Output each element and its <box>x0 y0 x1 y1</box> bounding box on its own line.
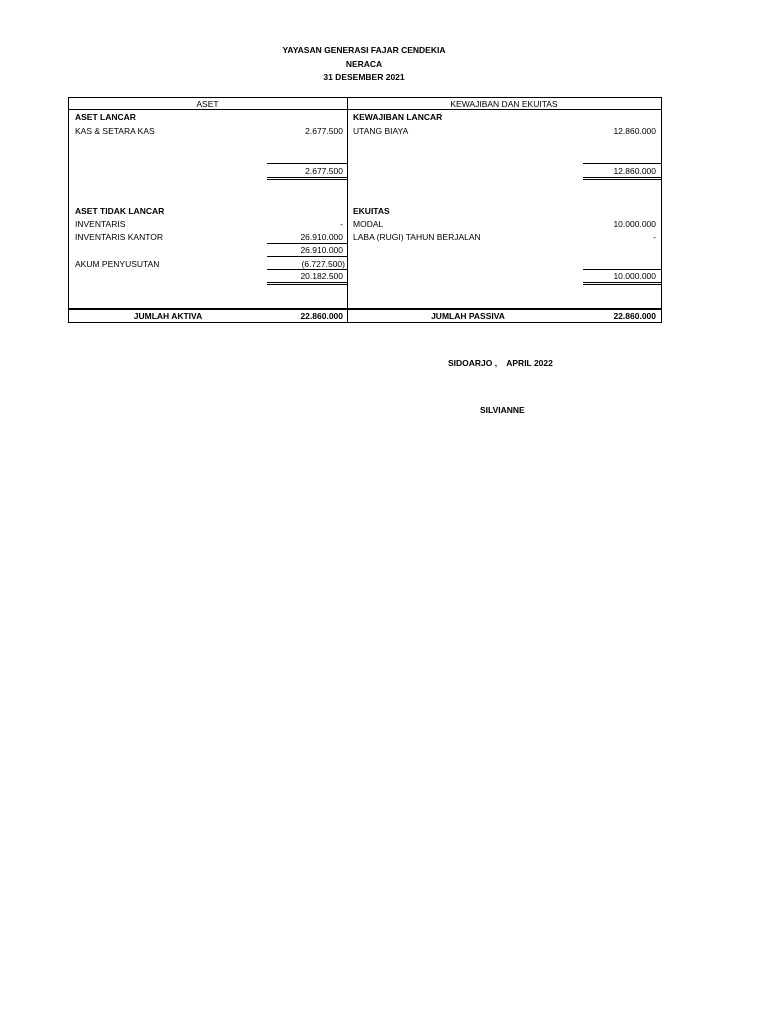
aset-heading: ASET <box>196 99 219 109</box>
jumlah-aktiva-label: JUMLAH AKTIVA <box>133 311 203 321</box>
inventaris-kantor-label: INVENTARIS KANTOR <box>75 232 164 242</box>
inventaris-label: INVENTARIS <box>75 219 126 229</box>
kewajiban-lancar-subtotal: 12.860.000 <box>613 166 656 176</box>
aset-tidak-lancar-title: ASET TIDAK LANCAR <box>75 206 165 216</box>
subtotal-double-rule <box>267 177 347 178</box>
ekuitas-title: EKUITAS <box>353 206 390 216</box>
utang-biaya-value: 12.860.000 <box>613 126 656 136</box>
subtotal-double-rule <box>267 282 347 283</box>
subtotal-rule <box>267 243 347 244</box>
report-title: NERACA <box>345 59 383 69</box>
signatory-name: SILVIANNE <box>480 405 525 415</box>
subtotal-rule <box>267 256 347 257</box>
laba-rugi-value: - <box>653 232 656 242</box>
table-top-border <box>68 97 662 98</box>
header-bottom-border <box>68 109 662 110</box>
laba-rugi-label: LABA (RUGI) TAHUN BERJALAN <box>353 232 481 242</box>
akum-penyusutan-label: AKUM PENYUSUTAN <box>75 259 160 269</box>
subtotal-double-rule <box>583 284 661 285</box>
kewajiban-lancar-title: KEWAJIBAN LANCAR <box>353 112 443 122</box>
subtotal-rule <box>583 269 661 270</box>
ekuitas-subtotal: 10.000.000 <box>613 271 656 281</box>
kewajiban-ekuitas-heading: KEWAJIBAN DAN EKUITAS <box>450 99 558 109</box>
place-date: SIDOARJO , APRIL 2022 <box>448 358 553 368</box>
table-bottom-border <box>68 322 662 323</box>
table-mid-border <box>347 97 348 323</box>
jumlah-aktiva-value: 22.860.000 <box>300 311 343 321</box>
subtotal-double-rule <box>583 177 661 178</box>
aset-lancar-subtotal: 2.677.500 <box>305 166 343 176</box>
inventaris-value: - <box>340 219 343 229</box>
table-right-border <box>661 97 662 323</box>
total-row-top-border <box>68 308 662 310</box>
kas-value: 2.677.500 <box>305 126 343 136</box>
table-left-border <box>68 97 69 323</box>
kas-label: KAS & SETARA KAS <box>75 126 155 136</box>
org-name: YAYASAN GENERASI FAJAR CENDEKIA <box>282 45 446 55</box>
akum-penyusutan-value: (6.727.500) <box>301 259 345 269</box>
subtotal-double-rule <box>267 179 347 180</box>
subtotal-rule <box>267 163 347 164</box>
inventaris-kantor-value: 26.910.000 <box>300 232 343 242</box>
aset-tidak-lancar-subtotal: 20.182.500 <box>300 271 343 281</box>
aset-lancar-title: ASET LANCAR <box>75 112 136 122</box>
modal-label: MODAL <box>353 219 384 229</box>
modal-value: 10.000.000 <box>613 219 656 229</box>
subtotal-double-rule <box>583 179 661 180</box>
utang-biaya-label: UTANG BIAYA <box>353 126 409 136</box>
subtotal-double-rule <box>267 284 347 285</box>
subtotal-double-rule <box>583 282 661 283</box>
report-date: 31 DESEMBER 2021 <box>323 72 405 82</box>
inventaris-kantor-subtotal: 26.910.000 <box>300 245 343 255</box>
subtotal-rule <box>583 163 661 164</box>
jumlah-passiva-label: JUMLAH PASSIVA <box>431 311 505 321</box>
subtotal-rule <box>267 269 347 270</box>
jumlah-passiva-value: 22.860.000 <box>613 311 656 321</box>
